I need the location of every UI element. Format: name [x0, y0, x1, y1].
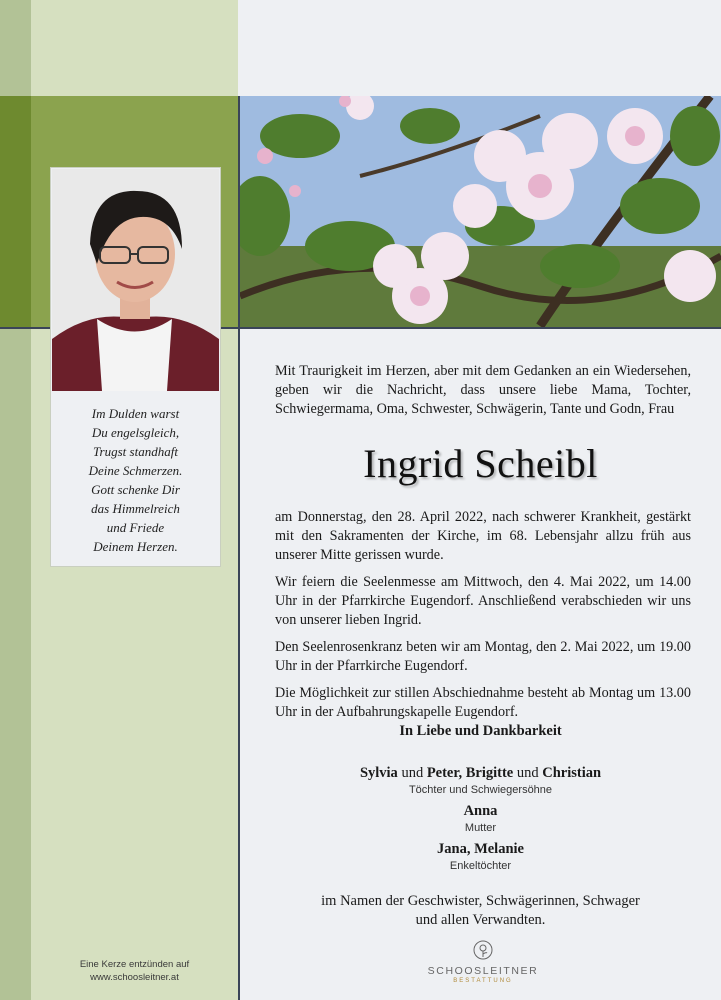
main-text	[275, 362, 691, 427]
others-line-2: und allen Verwandten.	[415, 912, 546, 928]
farewell-paragraph: Die Möglichkeit zur stillen Abschiednahme besteht ab Montag um 13.00 Uhr in der Aufbahrungskapelle Eugendorf.	[275, 685, 691, 720]
logo-subtitle: BESTATTUNG	[453, 978, 513, 984]
verse-line: Trugst standhaft	[93, 444, 178, 459]
website-link[interactable]: www.schoosleitner.at	[90, 972, 179, 983]
family-name: Sylvia	[359, 765, 398, 781]
family-line-3: Jana, Melanie	[437, 841, 524, 857]
candle-footer	[31, 958, 238, 984]
left-band-low-dark	[0, 328, 31, 1000]
details-text	[275, 508, 691, 730]
family-relation: Töchter und Schwiegersöhne	[408, 784, 553, 796]
deceased-name: Ingrid Scheibl	[363, 441, 598, 486]
family-relation: Enkeltöchter	[449, 860, 512, 872]
family-name: Peter, Brigitte	[426, 765, 514, 781]
verse-line: Deinem Herzen.	[93, 539, 178, 554]
verse	[51, 404, 220, 556]
verse-line: Du engelsgleich,	[91, 425, 180, 440]
rosary-paragraph: Den Seelenrosenkranz beten wir am Montag, den 2. Mai 2022, um 19.00 Uhr in der Pfarrkirche Eugendorf.	[275, 639, 691, 674]
closing-phrase: In Liebe und Dankbarkeit	[399, 723, 562, 739]
rose-icon	[473, 940, 493, 960]
flower-illustration	[240, 96, 721, 327]
verse-line: Deine Schmerzen.	[88, 463, 183, 478]
portrait-photo	[52, 169, 219, 391]
family-block	[240, 723, 721, 930]
verse-line: und Friede	[106, 520, 165, 535]
funeral-home-logo	[420, 940, 546, 984]
logo-name: SCHOOSLEITNER	[427, 965, 539, 977]
family-relation: Mutter	[464, 822, 497, 834]
portrait-card	[50, 167, 221, 567]
verse-line: das Himmelreich	[91, 501, 180, 516]
candle-text: Eine Kerze entzünden auf	[79, 959, 190, 970]
mass-paragraph: Wir feiern die Seelenmesse am Mittwoch, den 4. Mai 2022, um 14.00 Uhr in der Pfarrkirche Eugendorf. Anschließend verabschieden wir uns von unserer lieben Ingrid.	[275, 574, 691, 628]
family-name: Christian	[542, 765, 602, 781]
death-paragraph: am Donnerstag, den 28. April 2022, nach schwerer Krankheit, gestärkt mit den Sakramenten der Kirche, im 68. Lebensjahr allzu früh aus unserer Mitte gerissen wurde.	[275, 509, 691, 563]
others-line-1: im Namen der Geschwister, Schwägerinnen, Schwager	[321, 893, 640, 909]
top-right-blank	[240, 0, 721, 96]
left-band-top-light	[31, 0, 238, 96]
portrait-illustration	[52, 169, 219, 391]
verse-line: Im Dulden warst	[91, 406, 180, 421]
verse-line: Gott schenke Dir	[91, 482, 180, 497]
flower-photo	[240, 96, 721, 327]
conjunction: und	[516, 765, 539, 781]
conjunction: und	[401, 765, 424, 781]
intro-paragraph: Mit Traurigkeit im Herzen, aber mit dem Gedanken an ein Wiedersehen, geben wir die Nachricht, dass unsere liebe Mama, Tochter, Schwiegermama, Oma, Schwester, Schwägerin, Tante und Godn, Frau	[275, 363, 691, 417]
left-band-mid-dark	[0, 96, 31, 328]
family-line-1	[240, 764, 721, 782]
left-band-top-dark	[0, 0, 31, 96]
family-line-2: Anna	[463, 803, 498, 819]
